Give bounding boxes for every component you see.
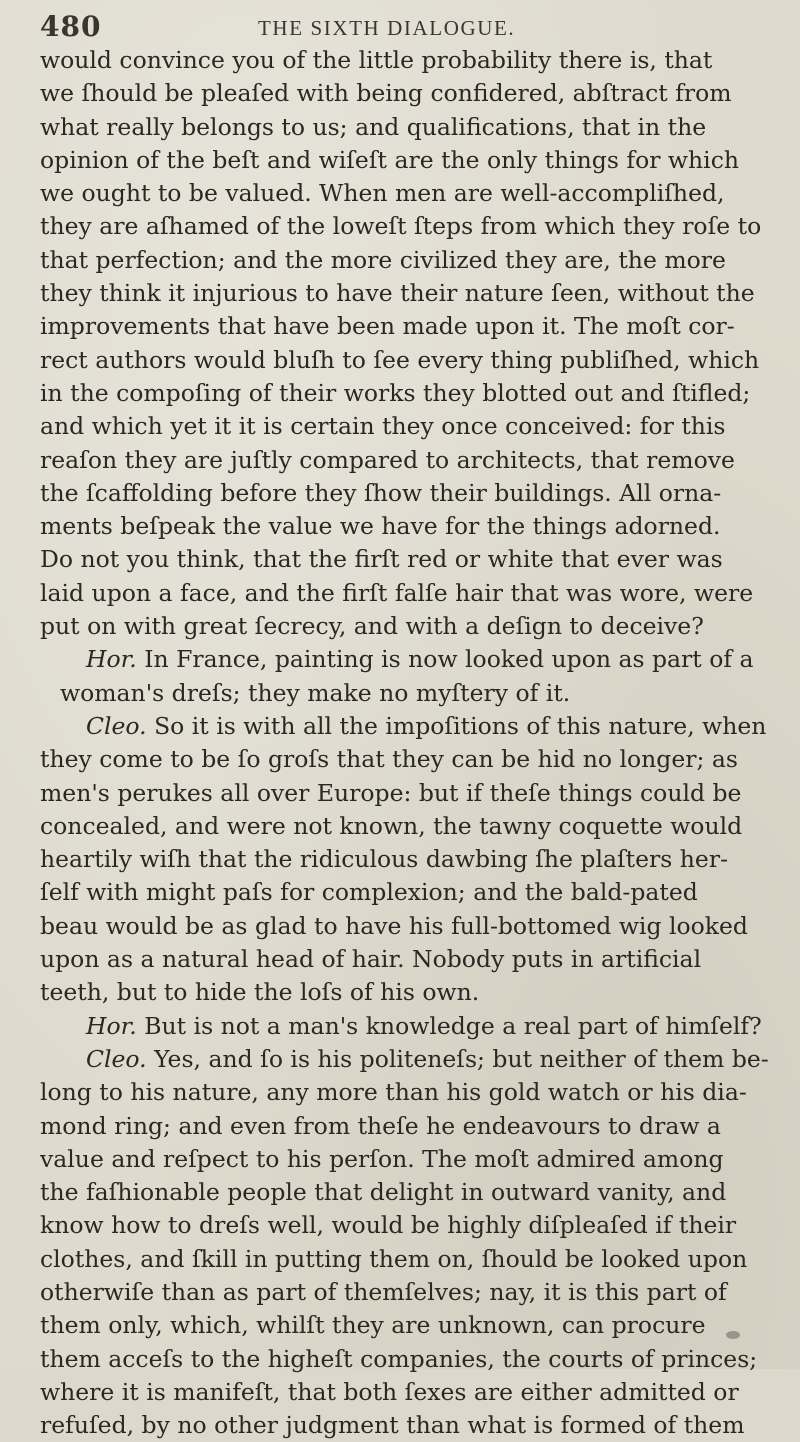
text-line: woman's dreſs; they make no myſtery of it. xyxy=(60,678,571,707)
dialogue-text xyxy=(40,44,790,1442)
text-line: refuſed, by no other judgment than what is formed of them xyxy=(40,1411,745,1440)
text-line: rect authors would bluſh to ſee every thing publiſhed, which xyxy=(40,345,760,374)
speaker-name: Hor. xyxy=(86,1011,137,1040)
text-line: heartily wiſh that the ridiculous dawbing ſhe plaſters her- xyxy=(40,845,729,874)
text-line: that perfection; and the more civilized they are, the more xyxy=(40,245,726,274)
text-line: they come to be ſo groſs that they can be hid no longer; as xyxy=(40,745,738,774)
speaker-name: Cleo. xyxy=(86,711,147,740)
text-line: put on with great ſecrecy, and with a deſign to deceive? xyxy=(40,612,704,641)
text-line: we ſhould be pleaſed with being confidered, abſtract from xyxy=(40,79,732,108)
speaker-name: Hor. xyxy=(86,645,137,674)
speaker-line-hor: Hor. In France, painting is now looked upon as part of a xyxy=(86,645,754,674)
text-line: reaſon they are juſtly compared to architects, that remove xyxy=(40,445,735,474)
text-line: beau would be as glad to have his full-bottomed wig looked xyxy=(40,911,748,940)
text-line: long to his nature, any more than his gold watch or his dia- xyxy=(40,1078,747,1107)
text-line: teeth, but to hide the loſs of his own. xyxy=(40,978,480,1007)
text-line: ments beſpeak the value we have for the things adorned. xyxy=(40,512,721,541)
text-line: where it is manifeſt, that both ſexes are either admitted or xyxy=(40,1377,739,1406)
running-title: THE SIXTH DIALOGUE. xyxy=(258,16,516,40)
text-line: the ſcaffolding before they ſhow their buildings. All orna- xyxy=(40,478,722,507)
text-line: opinion of the beſt and wiſeſt are the only things for which xyxy=(40,145,739,174)
text-line: the faſhionable people that delight in outward vanity, and xyxy=(40,1178,727,1207)
text-line: them acceſs to the higheſt companies, the courts of princes; xyxy=(40,1344,758,1373)
text-line: value and reſpect to his perſon. The moſt admired among xyxy=(40,1144,724,1173)
text-line: otherwiſe than as part of themſelves; nay, it is this part of xyxy=(40,1277,727,1306)
text-line: ſelf with might paſs for complexion; and the bald-pated xyxy=(40,878,698,907)
text-line: concealed, and were not known, the tawny coquette would xyxy=(40,811,743,840)
text-line: Do not you think, that the firſt red or white that ever was xyxy=(40,545,723,574)
text-line: what really belongs to us; and qualifications, that in the xyxy=(40,112,707,141)
text-line: them only, which, whilſt they are unknown, can procure xyxy=(40,1311,706,1340)
text-line: laid upon a face, and the firſt falſe hair that was wore, were xyxy=(40,578,754,607)
text-line: clothes, and ſkill in putting them on, ſhould be looked upon xyxy=(40,1244,748,1273)
ink-smudge xyxy=(726,1331,740,1339)
text-line: they are aſhamed of the loweſt ſteps from which they roſe to xyxy=(40,212,762,241)
text-line: improvements that have been made upon it. The moſt cor- xyxy=(40,312,735,341)
speaker-line-hor: Hor. But is not a man's knowledge a real part of himſelf? xyxy=(86,1011,762,1040)
speaker-line-cleo: Cleo. So it is with all the impoſitions of this nature, when xyxy=(86,711,767,740)
speaker-name: Cleo. xyxy=(86,1044,147,1073)
text-line: know how to dreſs well, would be highly diſpleaſed if their xyxy=(40,1211,737,1240)
page-number: 480 xyxy=(40,10,102,43)
text-line: and which yet it it is certain they once conceived: for this xyxy=(40,412,726,441)
text-line: upon as a natural head of hair. Nobody puts in artificial xyxy=(40,945,702,974)
speaker-line-cleo: Cleo. Yes, and ſo is his politeneſs; but neither of them be- xyxy=(86,1044,769,1073)
text-line: men's perukes all over Europe: but if theſe things could be xyxy=(40,778,742,807)
running-head xyxy=(40,6,760,46)
text-line: we ought to be valued. When men are well-accompliſhed, xyxy=(40,179,725,208)
text-line: they think it injurious to have their nature ſeen, without the xyxy=(40,279,755,308)
text-line: would convince you of the little probability there is, that xyxy=(40,46,713,74)
text-line: mond ring; and even from theſe he endeavours to draw a xyxy=(40,1111,721,1140)
text-line: in the compoſing of their works they blotted out and ſtifled; xyxy=(40,378,751,407)
